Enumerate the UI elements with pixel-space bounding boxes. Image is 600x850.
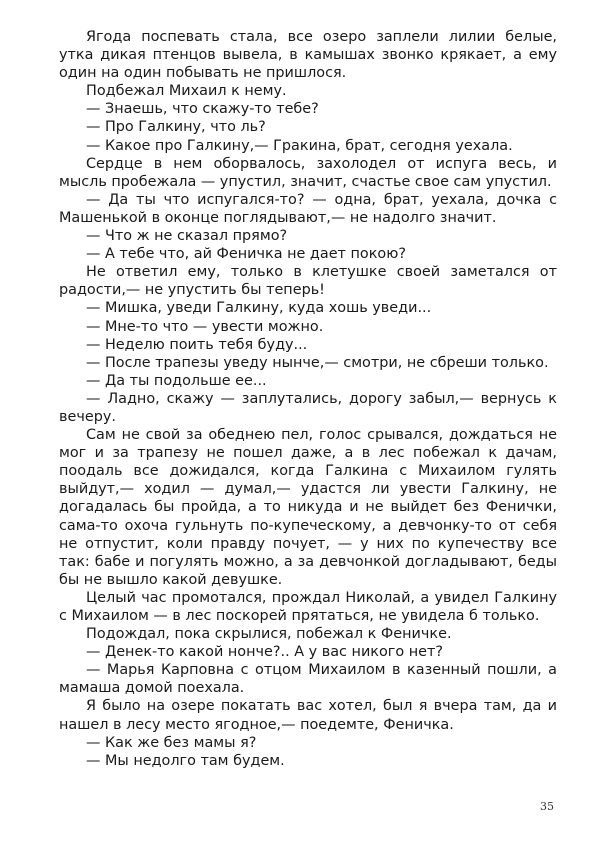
- paragraph: — Мне-то что — увести можно.: [86, 318, 324, 335]
- paragraph: — А тебе что, ай Феничка не дает покою?: [86, 246, 406, 263]
- paragraph: — После трапезы уведу нынче,— смотри, не сбреши только.: [86, 354, 549, 371]
- paragraph: — Знаешь, что скажу-то тебе?: [86, 101, 319, 118]
- page-text-block: [59, 28, 557, 770]
- page-number: 35: [540, 800, 554, 813]
- paragraph: — Ладно, скажу — заплутались, дорогу забыл,— вернусь к вечеру.: [59, 390, 557, 425]
- paragraph: — Неделю поить тебя буду...: [86, 336, 308, 353]
- paragraph: Ягода поспевать стала, все озеро заплели лилии белые, утка дикая птенцов вывела, в камышах звонко крякает, а ему один на один побывать не пришлося.: [59, 29, 557, 82]
- paragraph: — Что ж не сказал прямо?: [86, 228, 288, 245]
- paragraph: Сам не свой за обеднею пел, голос срывался, дождаться не мог и за трапезу не пошел даже, а в лес побежал к дачам, поодаль все дожидался, когда Галкина с Михаилом гулять выйдут,— ходил — думал,— удастся ли увести Галкину, не догадалась бы пройда, а то никуда и не выйдет без Фенички, сама-то охоча гульнуть по-купеческому, а девчонку-то от себя не отпустит, коли правду почует, — у них по купечеству все так: бабе и погулять можно, а за девчонкой догладывают, беды бы не вышло какой девушке.: [59, 427, 557, 588]
- paragraph: — Марья Карповна с отцом Михаилом в казенный пошли, а мамаша домой поехала.: [59, 662, 557, 697]
- paragraph: — Как же без мамы я?: [86, 734, 257, 751]
- paragraph: Подождал, пока скрылися, побежал к Феничке.: [86, 626, 452, 643]
- paragraph: — Мы недолго там будем.: [86, 752, 285, 769]
- paragraph: — Да ты что испугался-то? — одна, брат, уехала, дочка с Машенькой в оконце поглядывают,— не надолго значит.: [59, 191, 557, 226]
- paragraph: — Про Галкину, что ль?: [86, 119, 266, 136]
- paragraph: Я было на озере покатать вас хотел, был я вчера там, да и нашел в лесу место ягодное,— поедемте, Феничка.: [59, 698, 557, 733]
- paragraph: — Мишка, уведи Галкину, куда хошь уведи...: [86, 300, 432, 317]
- paragraph: Не ответил ему, только в клетушке своей заметался от радости,— не упустить бы теперь!: [59, 264, 557, 299]
- paragraph: — Какое про Галкину,— Гракина, брат, сегодня уехала.: [86, 137, 513, 154]
- paragraph: Сердце в нем оборвалось, захолодел от испуга весь, и мысль пробежала — упустил, значит, счастье свое сам упустил.: [59, 155, 557, 190]
- paragraph: — Да ты подольше ее...: [86, 372, 267, 389]
- paragraph: Подбежал Михаил к нему.: [86, 83, 287, 100]
- paragraph: — Денек-то какой нонче?.. А у вас никого нет?: [86, 644, 444, 661]
- paragraph: Целый час промотался, прождал Николай, а увидел Галкину с Михаилом — в лес поскорей прятаться, не увидела б только.: [59, 589, 557, 624]
